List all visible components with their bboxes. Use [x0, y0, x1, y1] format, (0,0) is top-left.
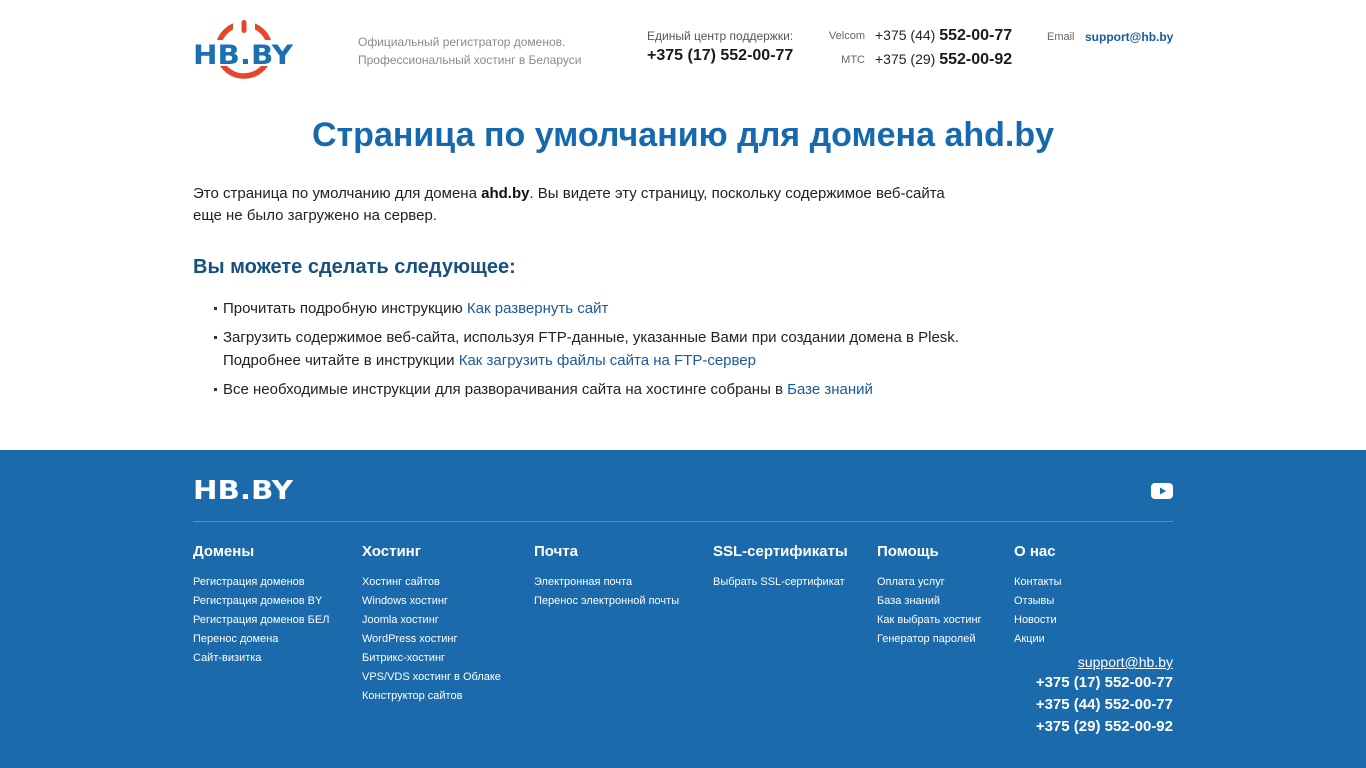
list-item-text: Все необходимые инструкции для разворачивания сайта на хостинге собраны в — [223, 381, 788, 398]
ftp-upload-guide-link[interactable]: Как загрузить файлы сайта на FTP-сервер — [458, 352, 756, 369]
actions-heading: Вы можете сделать следующее: — [193, 256, 516, 278]
footer-link[interactable]: Контакты — [1014, 576, 1062, 588]
footer-link[interactable]: Оплата услуг — [877, 576, 945, 588]
footer-logo-icon — [193, 478, 295, 502]
intro-after: . Вы видете эту страницу, поскольку содержимое веб-сайта еще не было загружено на сервер. — [193, 185, 945, 224]
footer-phone-link[interactable]: +375 (29) 552-00-92 — [1035, 718, 1173, 735]
svg-text:HB.BY: HB.BY — [193, 478, 295, 502]
intro-before: Это страница по умолчанию для домена — [193, 185, 482, 202]
footer-link[interactable]: Электронная почта — [534, 576, 633, 588]
footer-column-domains — [193, 543, 329, 668]
footer-column-title: Домены — [193, 543, 255, 560]
footer-phone-link[interactable]: +375 (17) 552-00-77 — [1035, 674, 1173, 691]
footer-link[interactable]: Хостинг сайтов — [362, 576, 440, 588]
footer-link[interactable]: Выбрать SSL-сертификат — [713, 576, 845, 588]
hb-logo-icon — [193, 20, 295, 82]
footer-link[interactable]: Перенос электронной почты — [534, 595, 680, 607]
tagline-line-1: Официальный регистратор доменов. — [358, 35, 566, 49]
footer-link[interactable]: Перенос домена — [193, 633, 279, 645]
list-item-text: Загрузить содержимое веб-сайта, используя FTP-данные, указанные Вами при создании домена в Plesk. Подробнее читайте в инструкции — [223, 329, 959, 369]
footer-link[interactable]: WordPress хостинг — [362, 633, 458, 645]
footer-column-title: Хостинг — [362, 543, 421, 560]
email-label: Email — [1047, 31, 1075, 43]
list-item — [193, 378, 993, 401]
footer-link[interactable]: Сайт-визитка — [193, 652, 262, 664]
footer-column-ssl — [713, 543, 848, 592]
footer-link[interactable]: Генератор паролей — [877, 633, 976, 645]
svg-text:HB.BY: HB.BY — [193, 40, 294, 71]
list-item — [193, 297, 993, 320]
phone-mts-number: 552-00-92 — [939, 51, 1013, 68]
operator-label-velcom: Velcom — [828, 30, 865, 42]
footer-link[interactable]: Регистрация доменов BY — [193, 595, 323, 607]
list-item — [193, 326, 993, 372]
footer-email-link[interactable]: support@hb.by — [1077, 654, 1173, 670]
footer-link[interactable]: Битрикс-хостинг — [362, 652, 446, 664]
header-email-link[interactable]: support@hb.by — [1085, 30, 1174, 44]
youtube-icon[interactable] — [1151, 483, 1173, 499]
footer-link[interactable]: VPS/VDS хостинг в Облаке — [362, 671, 501, 683]
footer-column-help — [877, 543, 982, 649]
footer-link[interactable]: Акции — [1014, 633, 1045, 645]
footer-column-about — [1014, 543, 1062, 649]
phone-mts-link[interactable] — [875, 51, 1012, 69]
intro-text — [193, 183, 973, 227]
footer-divider — [193, 521, 1173, 522]
intro-domain: ahd.by — [481, 185, 530, 202]
phone-velcom-number: 552-00-77 — [939, 27, 1013, 44]
footer-link[interactable]: Отзывы — [1014, 595, 1055, 607]
footer-column-title: О нас — [1014, 543, 1056, 560]
support-phone-link[interactable]: +375 (17) 552-00-77 — [647, 47, 794, 64]
knowledge-base-link[interactable]: Базе знаний — [787, 381, 873, 398]
footer-link[interactable]: База знаний — [877, 595, 941, 607]
footer-column-title: SSL-сертификаты — [713, 543, 848, 560]
footer-link[interactable]: Конструктор сайтов — [362, 690, 463, 702]
footer-column-title: Помощь — [877, 543, 939, 560]
actions-list — [193, 297, 993, 407]
footer-contacts — [1036, 653, 1173, 738]
footer-link[interactable]: Windows хостинг — [362, 595, 448, 607]
footer-column-title: Почта — [534, 543, 578, 560]
list-item-text: Прочитать подробную инструкцию — [223, 300, 467, 317]
footer-link[interactable]: Новости — [1014, 614, 1057, 626]
footer-column-hosting — [362, 543, 501, 706]
footer-link[interactable]: Как выбрать хостинг — [877, 614, 982, 626]
phone-velcom-link[interactable] — [875, 27, 1012, 45]
footer-link[interactable]: Joomla хостинг — [362, 614, 439, 626]
page-title: Страница по умолчанию для домена ahd.by — [311, 116, 1055, 154]
hb-logo[interactable] — [193, 20, 295, 82]
footer-phone-link[interactable]: +375 (44) 552-00-77 — [1035, 696, 1173, 713]
footer — [0, 450, 1366, 768]
footer-link[interactable]: Регистрация доменов БЕЛ — [193, 614, 330, 626]
operator-label-mts: МТС — [841, 54, 865, 66]
tagline-line-2: Профессиональный хостинг в Беларуси — [358, 53, 582, 67]
footer-column-mail — [534, 543, 679, 611]
footer-logo[interactable] — [193, 478, 295, 502]
tagline — [358, 33, 581, 69]
phone-velcom-code: +375 (44) — [875, 27, 936, 43]
support-title: Единый центр поддержки: — [647, 29, 794, 43]
phone-mts-code: +375 (29) — [875, 51, 936, 67]
how-to-deploy-link[interactable]: Как развернуть сайт — [466, 300, 609, 317]
footer-link[interactable]: Регистрация доменов — [193, 576, 305, 588]
